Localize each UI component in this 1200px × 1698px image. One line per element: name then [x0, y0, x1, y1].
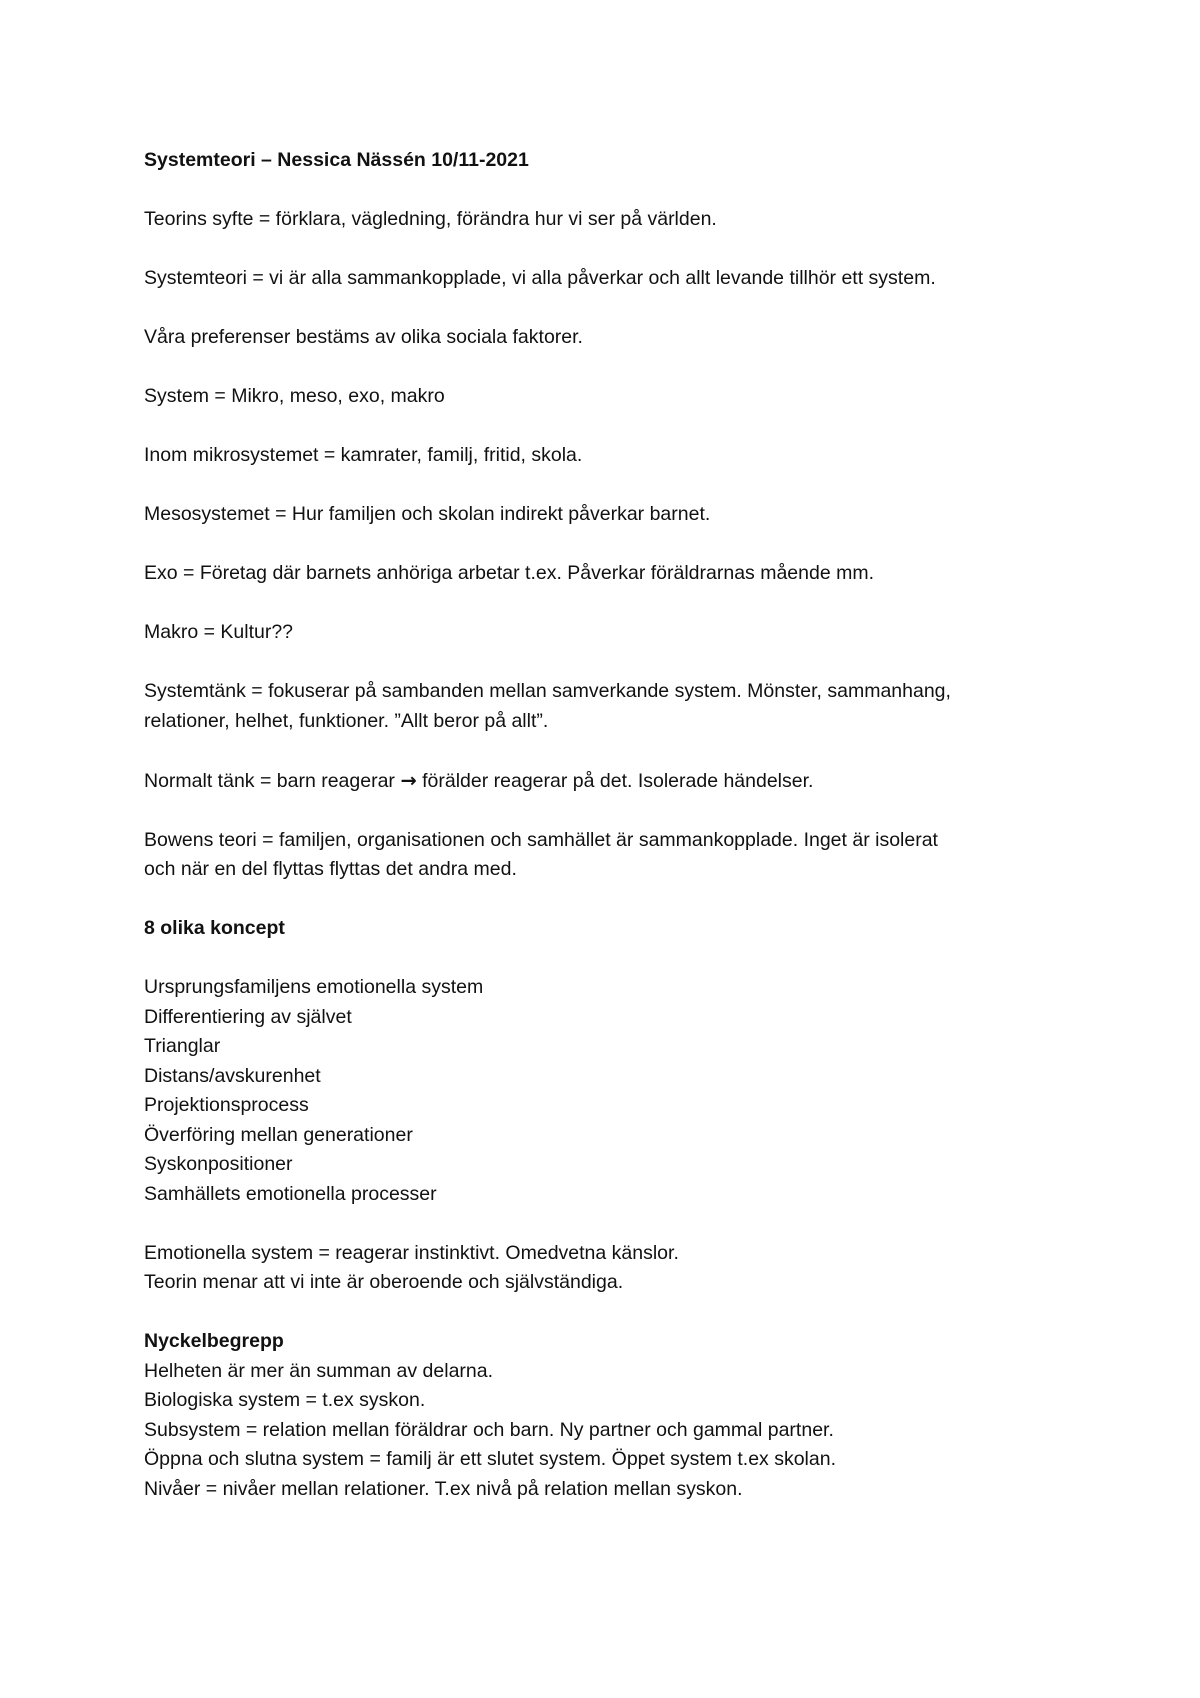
concepts-heading: 8 olika koncept [144, 917, 285, 939]
list-item: Samhällets emotionella processer [144, 1182, 437, 1205]
spacer [144, 294, 1064, 324]
paragraph-microsystem: Inom mikrosystemet = kamrater, familj, fritid, skola. [144, 444, 583, 466]
list-item: Biologiska system = t.ex syskon. [144, 1389, 426, 1411]
paragraph-emotional-line1: Emotionella system = reagerar instinktivt. Omedvetna känslor. [144, 1241, 679, 1264]
spacer [144, 944, 1064, 974]
document-title: Systemteori – Nessica Nässén 10/11-2021 [144, 149, 529, 171]
spacer [144, 1298, 1064, 1328]
paragraph-theory-purpose: Teorins syfte = förklara, vägledning, förändra hur vi ser på världen. [144, 208, 717, 230]
paragraph-system-thinking-line1: Systemtänk = fokuserar på sambanden mellan samverkande system. Mönster, sammanhang, [144, 680, 951, 702]
spacer [144, 530, 1064, 560]
paragraph-macrosystem: Makro = Kultur?? [144, 621, 294, 643]
spacer [144, 412, 1064, 442]
list-item: Trianglar [144, 1035, 221, 1057]
list-item: Projektionsprocess [144, 1094, 309, 1116]
normal-thinking-before: Normalt tänk = barn reagerar [144, 769, 395, 792]
spacer [144, 235, 1064, 265]
spacer [144, 885, 1064, 915]
spacer [144, 648, 1064, 678]
paragraph-normal-thinking [144, 766, 1064, 797]
paragraph-exosystem: Exo = Företag där barnets anhöriga arbetar t.ex. Påverkar föräldrarnas mående mm. [144, 562, 874, 584]
paragraph-bowen-line2: och när en del flyttas flyttas det andra med. [144, 858, 517, 880]
spacer [144, 589, 1064, 619]
paragraph-emotional-line2: Teorin menar att vi inte är oberoende och självständiga. [144, 1271, 624, 1293]
document-body [144, 146, 1064, 1504]
paragraph-systems-theory: Systemteori = vi är alla sammankopplade, vi alla påverkar och allt levande tillhör ett system. [144, 267, 936, 289]
spacer [144, 471, 1064, 501]
spacer [144, 1209, 1064, 1239]
list-item: Nivåer = nivåer mellan relationer. T.ex nivå på relation mellan syskon. [144, 1477, 743, 1500]
list-item: Helheten är mer än summan av delarna. [144, 1359, 494, 1382]
paragraph-mesosystem: Mesosystemet = Hur familjen och skolan indirekt påverkar barnet. [144, 503, 711, 525]
spacer [144, 796, 1064, 826]
paragraph-system-levels: System = Mikro, meso, exo, makro [144, 385, 445, 407]
spacer [144, 176, 1064, 206]
spacer [144, 736, 1064, 766]
list-item: Öppna och slutna system = familj är ett slutet system. Öppet system t.ex skolan. [144, 1448, 836, 1470]
list-item: Överföring mellan generationer [144, 1123, 413, 1146]
list-item: Syskonpositioner [144, 1153, 293, 1175]
spacer [144, 353, 1064, 383]
list-item: Differentiering av självet [144, 1005, 352, 1028]
paragraph-system-thinking-line2: relationer, helhet, funktioner. ”Allt beror på allt”. [144, 709, 549, 732]
paragraph-bowen-line1: Bowens teori = familjen, organisationen och samhället är sammankopplade. Inget är isolerat [144, 828, 938, 851]
list-item: Distans/avskurenhet [144, 1064, 321, 1087]
list-item: Subsystem = relation mellan föräldrar och barn. Ny partner och gammal partner. [144, 1418, 834, 1441]
list-item: Ursprungsfamiljens emotionella system [144, 976, 484, 998]
arrow-right-icon: → [400, 768, 417, 792]
normal-thinking-after: förälder reagerar på det. Isolerade händelser. [422, 769, 814, 792]
paragraph-preferences: Våra preferenser bestäms av olika sociala faktorer. [144, 326, 583, 348]
key-concepts-heading: Nyckelbegrepp [144, 1330, 284, 1352]
